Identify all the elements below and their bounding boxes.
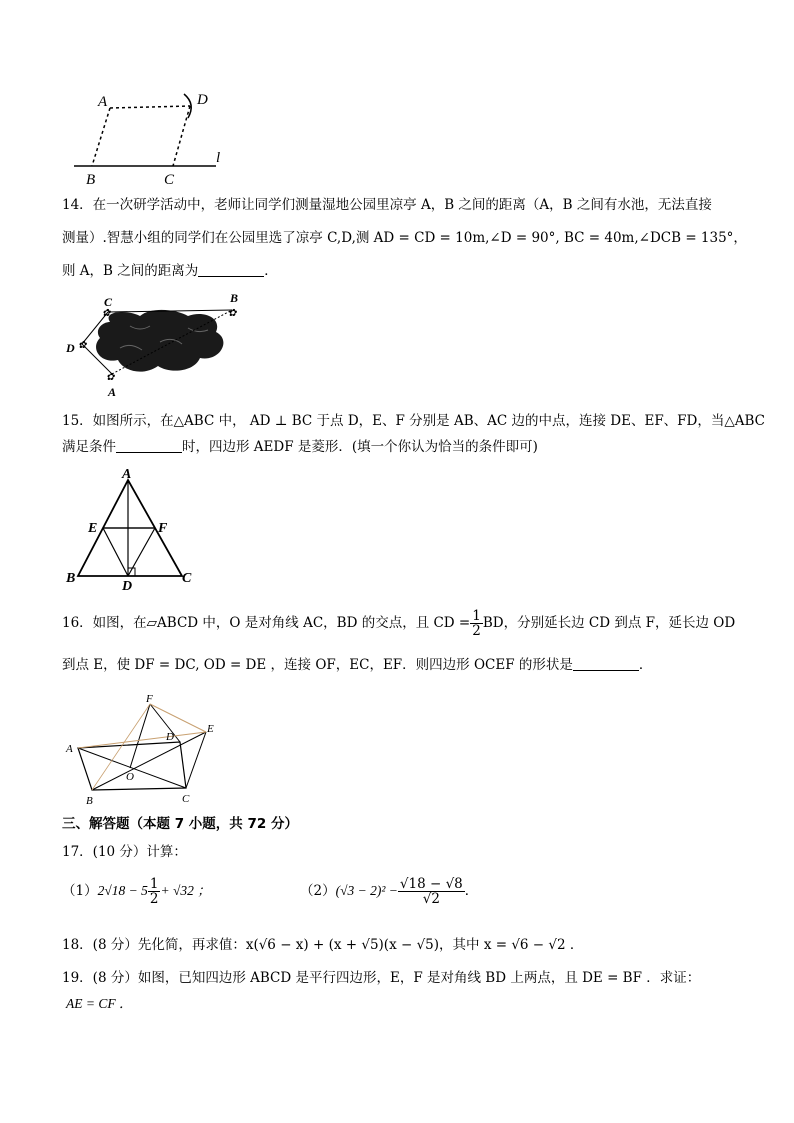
- label-A: A: [108, 385, 117, 399]
- q16-line1: [62, 608, 735, 638]
- q17-p1-fraction: [148, 877, 161, 906]
- frac-numerator: 1: [472, 608, 481, 624]
- label-C: C: [164, 172, 175, 188]
- frac-denominator: 2: [149, 891, 159, 907]
- label-F: F: [146, 693, 153, 705]
- q17-p2-end: ．: [464, 883, 479, 899]
- label-C: C: [182, 571, 192, 586]
- label-B: B: [230, 291, 239, 305]
- q14-line3-post: ．: [264, 263, 278, 279]
- label-A: A: [66, 743, 73, 755]
- frac-numerator: 1: [149, 876, 159, 892]
- q16-line2: [62, 655, 652, 675]
- q15-line2-post: 时，四边形 AEDF 是菱形．(填一个你认为恰当的条件即可): [182, 439, 538, 455]
- q17-p1-expr-b: + √32 ；: [160, 883, 211, 898]
- frac-denominator: √2: [422, 891, 440, 907]
- q15-line2: [62, 437, 538, 457]
- label-F: F: [158, 521, 168, 536]
- q17-p2-expr-a: (√3 − 2)² −: [335, 883, 398, 898]
- svg-text:✿: ✿: [102, 308, 111, 319]
- svg-text:✿: ✿: [228, 308, 237, 319]
- q17-title: 17．(10 分）计算：: [62, 844, 187, 860]
- label-B: B: [86, 172, 96, 188]
- svg-text:✿: ✿: [78, 340, 87, 351]
- answer-blank-q14[interactable]: [198, 262, 264, 277]
- q18-text: 18．(8 分）先化简，再求值：x(√6 − x) + (x + √5)(x − √5)，其中 x = √6 − √2 ．: [62, 937, 584, 953]
- q16-line1-pre: 16．如图，在▱ABCD 中，O 是对角线 AC，BD 的交点，且 CD =: [62, 615, 471, 631]
- label-A: A: [122, 467, 132, 482]
- section-heading: 三、解答题（本题 7 小题，共 72 分）: [62, 816, 298, 832]
- label-E: E: [88, 521, 98, 536]
- q17-p2-label: （2）: [300, 883, 336, 899]
- label-l: l: [216, 150, 221, 166]
- q16-line2-pre: 到点 E，使 DF = DC, OD = DE ，连接 OF，EC，EF．则四边形 OCEF 的形状是: [62, 657, 573, 673]
- q14-line1: 14．在一次研学活动中，老师让同学们测量湿地公园里凉亭 A，B 之间的距离（A，B 之间有水池，无法直接: [62, 197, 712, 213]
- q17-p1-label: （1）: [62, 883, 98, 899]
- q17-p2-fraction: [398, 877, 465, 906]
- figure-q13: [66, 86, 236, 190]
- svg-text:✿: ✿: [106, 372, 115, 383]
- q16-line2-post: ．: [638, 657, 653, 673]
- answer-blank-q16[interactable]: [573, 656, 639, 671]
- q16-fraction: [470, 609, 483, 638]
- q16-line1-post: BD，分别延长边 CD 到点 F，延长边 OD: [482, 615, 736, 631]
- q14-line2: 测量）.智慧小组的同学们在公园里选了凉亭 C,D,测 AD = CD = 10m,∠D = 90°, BC = 40m,∠DCB = 135°，: [62, 230, 747, 246]
- figure-q14: [60, 292, 250, 400]
- frac-numerator: √18 − √8: [399, 876, 463, 892]
- q14-line3: [62, 261, 278, 281]
- label-A: A: [98, 94, 108, 110]
- label-C: C: [182, 793, 190, 805]
- q17-part1: [62, 876, 211, 906]
- label-D: D: [66, 341, 75, 355]
- q17-p1-expr-a: 2√18 − 5: [97, 883, 148, 898]
- q14-line3-pre: 则 A，B 之间的距离为: [62, 263, 199, 279]
- label-D: D: [197, 92, 208, 108]
- q19-line1: 19．(8 分）如图，已知四边形 ABCD 是平行四边形，E，F 是对角线 BD 上两点，且 DE = BF ．求证：: [62, 970, 701, 986]
- q15-line1: 15．如图所示，在△ABC 中， AD ⊥ BC 于点 D，E、F 分别是 AB、AC 边的中点，连接 DE、EF、FD，当△ABC: [62, 413, 766, 429]
- frac-denominator: 2: [472, 623, 481, 639]
- answer-blank-q15[interactable]: [116, 438, 182, 453]
- figure-q15: [60, 467, 200, 594]
- label-B: B: [66, 571, 76, 586]
- label-B: B: [86, 795, 93, 807]
- q15-line2-pre: 满足条件: [62, 439, 116, 455]
- label-E: E: [207, 723, 214, 735]
- q19-line2: AE = CF ．: [66, 996, 133, 1011]
- figure-q16: [62, 692, 222, 808]
- label-O: O: [126, 771, 134, 783]
- label-D: D: [122, 579, 133, 594]
- label-D: D: [166, 731, 174, 743]
- q17-part2: [300, 876, 478, 906]
- label-C: C: [104, 295, 113, 309]
